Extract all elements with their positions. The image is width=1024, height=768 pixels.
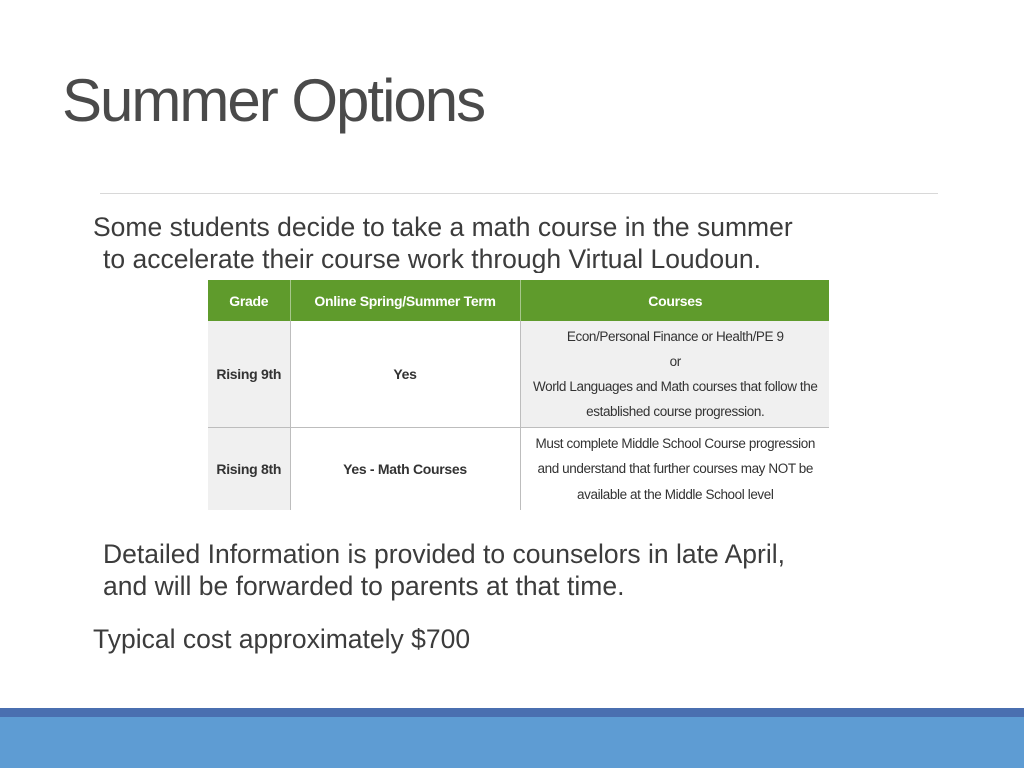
cell-term: Yes	[290, 321, 520, 428]
header-courses: Courses	[520, 280, 829, 321]
courses-line: available at the Middle School level	[577, 486, 774, 502]
header-online-term: Online Spring/Summer Term	[290, 280, 520, 321]
cell-courses	[520, 321, 829, 428]
table-row	[208, 428, 829, 511]
summer-options-table	[208, 280, 829, 512]
detail-line-1: Detailed Information is provided to counselors in late April,	[103, 539, 785, 569]
cost-paragraph: Typical cost approximately $700	[93, 624, 471, 654]
slide-title: Summer Options	[62, 67, 485, 134]
detail-line-2: and will be forwarded to parents at that time.	[103, 571, 625, 601]
courses-line: Must complete Middle School Course progression	[535, 435, 815, 451]
cell-courses	[520, 428, 829, 511]
title-divider	[100, 193, 938, 194]
courses-line: or	[669, 354, 681, 369]
cell-term: Yes - Math Courses	[290, 428, 520, 511]
intro-paragraph	[93, 211, 793, 273]
courses-line: and understand that further courses may NOT be	[537, 461, 813, 477]
table-row	[208, 321, 829, 428]
footer-accent-line	[0, 708, 1024, 717]
cell-grade: Rising 8th	[208, 428, 290, 511]
courses-line: World Languages and Math courses that follow the	[533, 379, 818, 394]
cell-grade: Rising 9th	[208, 321, 290, 428]
courses-line: Econ/Personal Finance or Health/PE 9	[566, 329, 784, 344]
footer-bar	[0, 717, 1024, 768]
table-header-row	[208, 280, 829, 321]
header-grade: Grade	[208, 280, 290, 321]
courses-line: established course progression.	[586, 404, 765, 419]
intro-line-2: to accelerate their course work through Virtual Loudoun.	[103, 244, 761, 273]
intro-line-1: Some students decide to take a math course in the summer	[93, 212, 793, 242]
detail-paragraph	[103, 538, 785, 602]
